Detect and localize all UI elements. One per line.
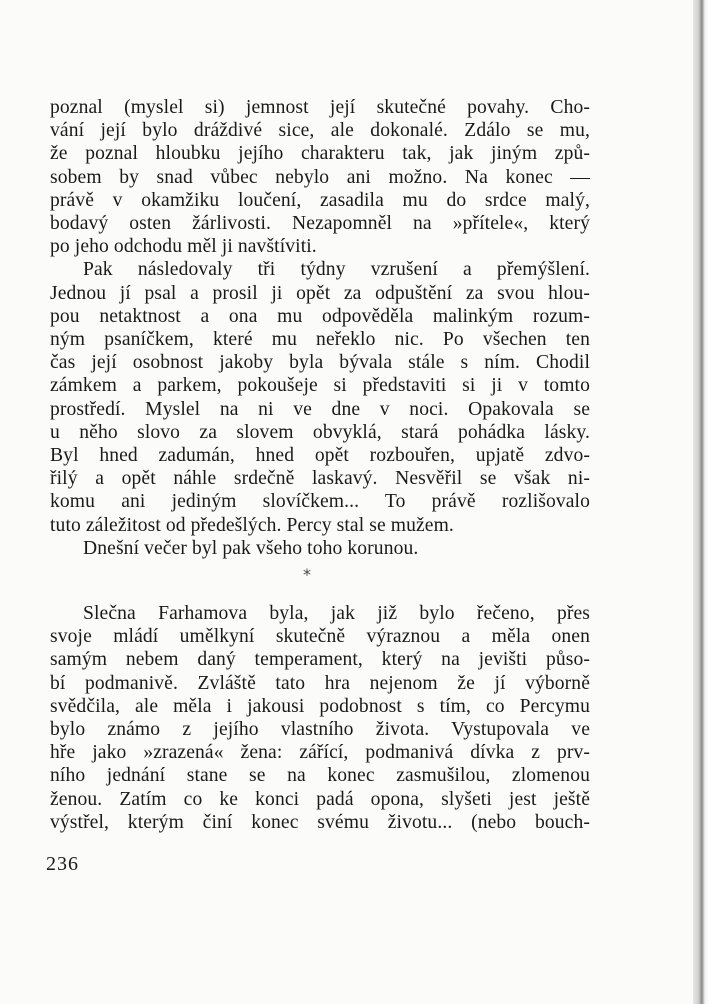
text-line: právě v okamžiku loučení, zasadila mu do srdce malý, <box>50 189 590 211</box>
text-line: samým nebem daný temperament, který na jevišti půso- <box>50 649 590 671</box>
text-line: ným psaníčkem, které mu neřeklo nic. Po všechen ten <box>50 329 590 351</box>
text-line: řilý a opět náhle srdečně laskavý. Nesvěřil se však ni- <box>50 468 590 490</box>
text-line: zámkem a parkem, pokoušeje si představiti si ji v tomto <box>50 375 590 397</box>
text-block-top <box>50 96 590 560</box>
text-line: bodavý osten žárlivosti. Nezapomněl na »přítele«, který <box>50 213 590 235</box>
text-line: hře jako »zrazená« žena: zářící, podmanivá dívka z prv- <box>50 742 590 764</box>
text-line: bylo známo z jejího vlastního života. Vystupovala ve <box>50 719 590 741</box>
paragraph-3 <box>50 537 590 560</box>
text-line: svědčila, ale měla i jakousi podobnost s tím, co Percymu <box>50 695 590 717</box>
text-line: Dnešní večer byl pak všeho toho korunou. <box>83 537 419 559</box>
text-line: ženou. Zatím co ke konci padá opona, slyšeti jest ještě <box>50 788 590 810</box>
paragraph-1 <box>50 96 590 258</box>
text-line: pou netaktnost a ona mu odpověděla malinkým rozum- <box>50 305 590 327</box>
section-separator: * <box>303 565 311 584</box>
paragraph-2 <box>50 258 590 536</box>
text-line: tuto záležitost od předešlých. Percy stal se mužem. <box>50 514 454 536</box>
text-line: Jednou jí psal a prosil ji opět za odpuštění za svou hlou- <box>50 282 590 304</box>
text-line: sobem by snad vůbec nebylo ani možno. Na konec — <box>50 166 590 188</box>
text-line: ního jednání stane se na konec zasmušilou, zlomenou <box>50 765 590 787</box>
text-line: vání její bylo dráždivé sice, ale dokonalé. Zdálo se mu, <box>50 120 590 142</box>
text-line: čas její osobnost jakoby byla bývala stále s ním. Chodil <box>50 352 590 374</box>
page-number: 236 <box>46 853 79 875</box>
text-line: Byl hned zadumán, hned opět rozbouřen, upjatě zdvo- <box>50 445 590 467</box>
text-line: svoje mládí umělkyní skutečně výraznou a měla onen <box>50 626 590 648</box>
text-block-bottom <box>50 602 590 834</box>
text-line: Slečna Farhamova byla, jak již bylo řečeno, přes <box>83 603 590 624</box>
text-line: u něho slovo za slovem obvyklá, stará pohádka lásky. <box>50 421 590 443</box>
text-line: po jeho odchodu měl ji navštíviti. <box>50 236 317 258</box>
text-line: Pak následovaly tři týdny vzrušení a přemýšlení. <box>83 259 590 281</box>
text-line: výstřel, kterým činí konec svému životu... (nebo bouch- <box>50 811 590 833</box>
page-edge-shadow <box>693 0 709 1004</box>
text-line: prostředí. Myslel na ni ve dne v noci. Opakovala se <box>50 398 590 420</box>
text-line: že poznal hloubku jejího charakteru tak, jak jiným způ- <box>50 143 590 165</box>
paragraph-4 <box>50 602 590 834</box>
text-line: bí podmanivě. Zvláště tato hra nejenom že jí výborně <box>50 672 590 694</box>
text-line: komu ani jediným slovíčkem... To právě rozlišovalo <box>50 491 590 513</box>
text-line: poznal (myslel si) jemnost její skutečné povahy. Cho- <box>50 97 590 118</box>
